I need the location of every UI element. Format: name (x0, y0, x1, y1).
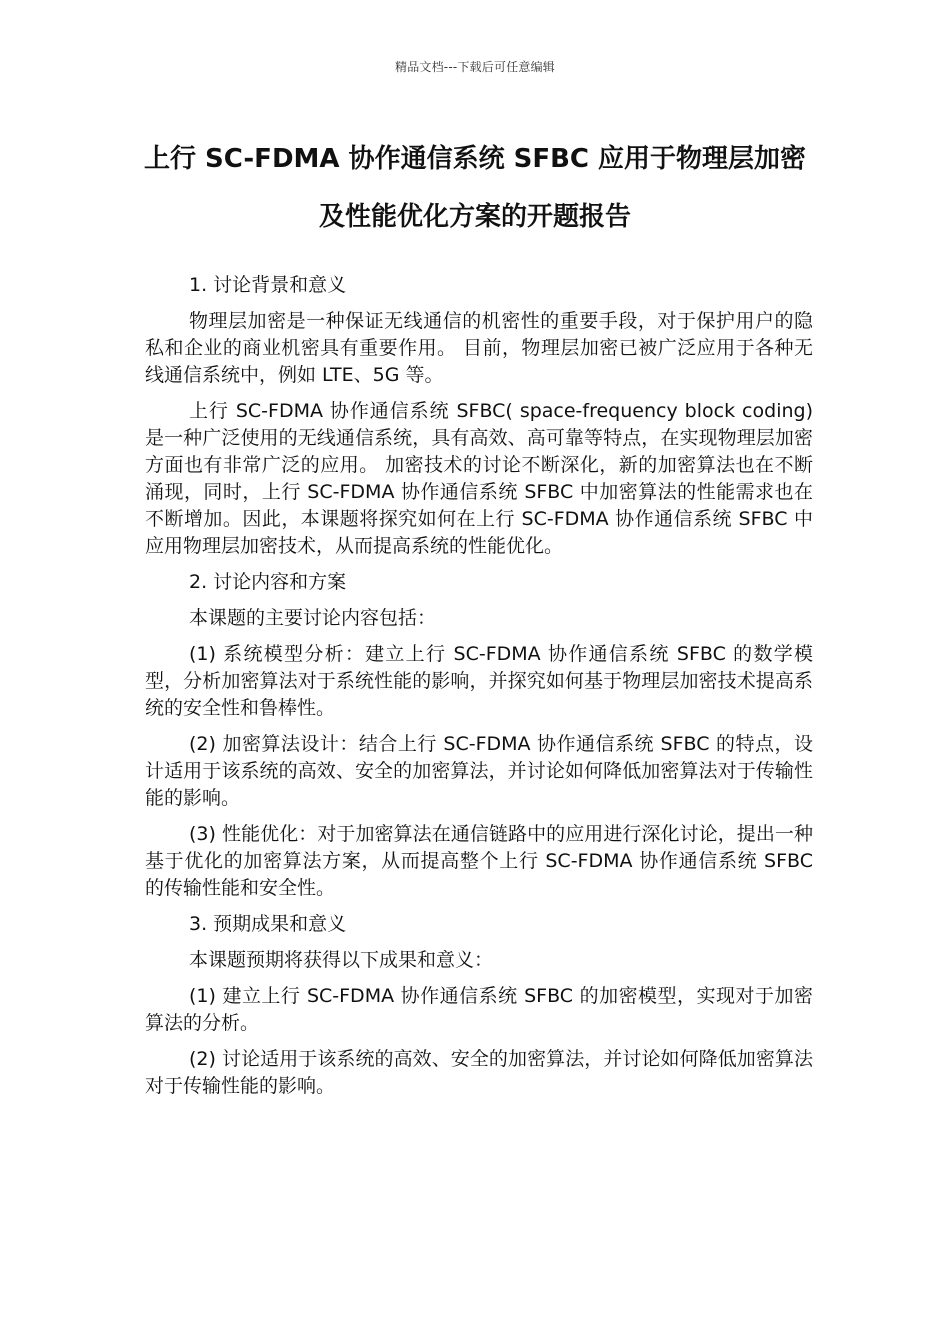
document-body (145, 272, 813, 1109)
document-title: 上行 SC-FDMA 协作通信系统 SFBC 应用于物理层加密及性能优化方案的开题报告 (143, 144, 807, 232)
paragraph-outcome-item-1: (1) 建立上行 SC-FDMA 协作通信系统 SFBC 的加密模型，实现对于加密算法的分析。 (145, 985, 813, 1034)
paragraph-encryption-intro: 物理层加密是一种保证无线通信的机密性的重要手段，对于保护用户的隐私和企业的商业机密具有重要作用。 目前，物理层加密已被广泛应用于各种无线通信系统中，例如 LTE、5G 等。 (145, 310, 813, 386)
section-heading-content: 2. 讨论内容和方案 (189, 571, 347, 593)
paragraph-content-item-2: (2) 加密算法设计：结合上行 SC-FDMA 协作通信系统 SFBC 的特点，设计适用于该系统的高效、安全的加密算法，并讨论如何降低加密算法对于传输性能的影响。 (145, 733, 813, 809)
paragraph-outcome-item-2: (2) 讨论适用于该系统的高效、安全的加密算法，并讨论如何降低加密算法对于传输性能的影响。 (145, 1048, 813, 1097)
paragraph-content-intro: 本课题的主要讨论内容包括： (189, 607, 437, 629)
paragraph-sfbc-background: 上行 SC-FDMA 协作通信系统 SFBC( space-frequency block coding) 是一种广泛使用的无线通信系统，具有高效、高可靠等特点，在实现物理层加密方面也有非常广泛的应用。 加密技术的讨论不断深化，新的加密算法也在不断涌现，同时，上行 SC-FDMA 协作通信系统 SFBC 中加密算法的性能需求也在不断增加。因此，本课题将探究如何在上行 SC-FDMA 协作通信系统 SFBC 中应用物理层加密技术，从而提高系统的性能优化。 (145, 400, 813, 557)
section-heading-outcomes: 3. 预期成果和意义 (189, 913, 347, 935)
paragraph-outcomes-intro: 本课题预期将获得以下成果和意义： (189, 949, 494, 971)
paragraph-content-item-3: (3) 性能优化：对于加密算法在通信链路中的应用进行深化讨论，提出一种基于优化的加密算法方案，从而提高整个上行 SC-FDMA 协作通信系统 SFBC 的传输性能和安全性。 (145, 823, 813, 899)
header-note: 精品文档---下载后可任意编辑 (395, 60, 555, 74)
paragraph-content-item-1: (1) 系统模型分析：建立上行 SC-FDMA 协作通信系统 SFBC 的数学模型，分析加密算法对于系统性能的影响，并探究如何基于物理层加密技术提高系统的安全性和鲁棒性。 (145, 643, 813, 719)
section-heading-background: 1. 讨论背景和意义 (189, 274, 347, 296)
